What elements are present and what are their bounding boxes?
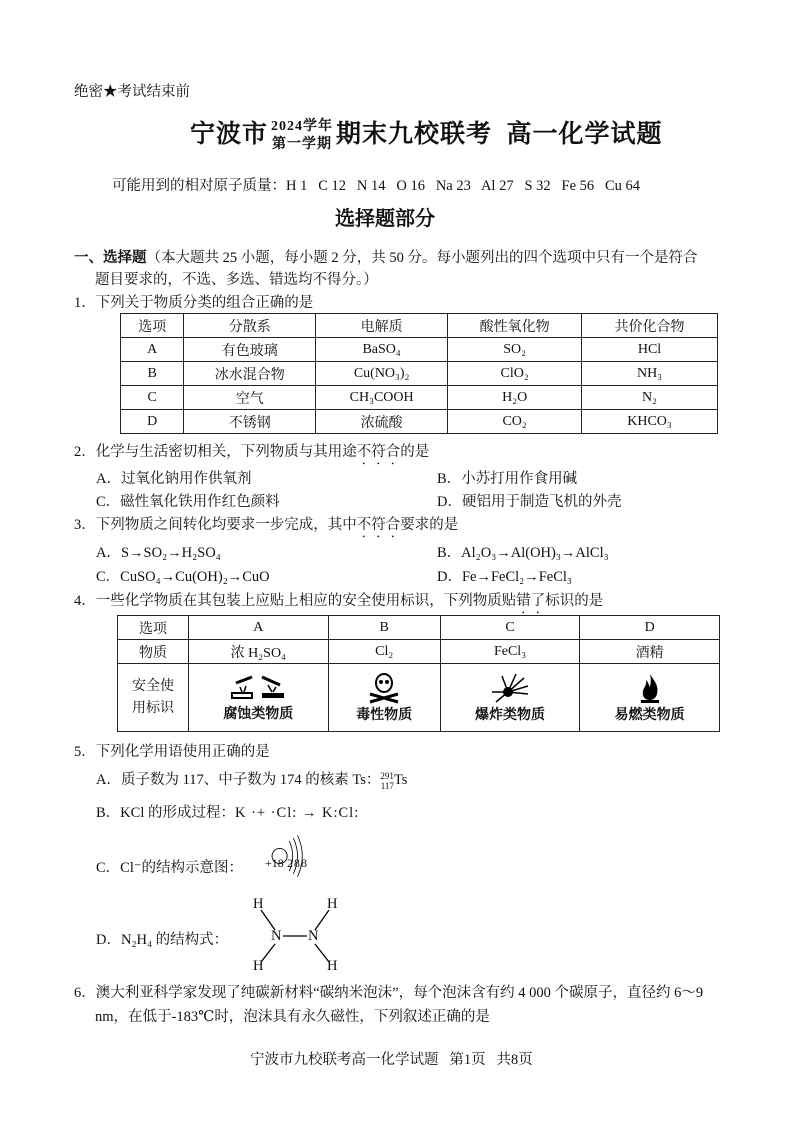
atomic-masses: 可能用到的相对原子质量：H 1 C 12 N 14 O 16 Na 23 Al 27 S 32 Fe 56 Cu 64 [112,178,641,194]
q5-option-c [96,856,243,877]
atom-n: N [308,928,319,944]
q2-stem-b: 的是 [400,444,430,460]
q4-row-option [118,616,720,640]
table-cell: 空气 [184,386,316,410]
table-cell: D [121,410,184,434]
cell: B [328,616,440,640]
q3-option-d: D．Fe→FeCl₂→FeCl₃ [437,569,572,585]
q2-stem [74,440,429,468]
title-term-stack [271,118,333,154]
nucleus-charge: +18 [265,856,284,870]
electron-shells: 2 8 8 [287,856,306,870]
title-exam: 期末九校联考 高一化学试题 [336,121,663,148]
confidential-label: 绝密★考试结束前 [74,84,190,100]
flammable-icon [580,672,719,704]
cell: Cl₂ [328,640,440,664]
table-row [121,410,718,434]
table-cell: 有色玻璃 [184,338,316,362]
sign-label: 爆炸类物质 [475,707,546,723]
table-row [121,362,718,386]
atomic-number: 117 [380,780,394,791]
cell: C [440,616,580,640]
part1-heading [74,246,698,267]
q5-option-a [96,768,407,791]
sign-cell-a [189,664,329,732]
toxic-skull-icon [329,672,440,704]
q3-option-c: C．CuSO₄→Cu(OH)₂→CuO [96,569,270,585]
table-cell: CH₃COOH [316,386,448,410]
atom-h: H [327,896,338,912]
q2-option-a: A．过氧化钠用作供氧剂 [96,471,252,487]
q2-option-d: D．硬铝用于制造飞机的外壳 [437,494,622,510]
table-cell: 选项 [121,314,184,338]
table-cell: A [121,338,184,362]
q4-stem-emphasis: 错了 [516,593,546,609]
atom-h: H [253,958,264,974]
q4-row-signs [118,664,720,732]
sign-row-label-2: 用标识 [132,700,174,716]
sign-label: 毒性物质 [356,707,413,723]
sign-cell-c [440,664,580,732]
q6-line-1: 6．澳大利亚科学家发现了纯碳新材料“碳纳米泡沫”，每个泡沫含有约 4 000 个碳原子，直径约 6～9 [74,985,704,1001]
table-row [121,338,718,362]
sign-label: 易燃类物质 [614,707,685,723]
table-cell: HCl [582,338,718,362]
q5-option-c-text: C．Cl⁻的结构示意图： [96,860,244,876]
table-cell: B [121,362,184,386]
table-cell: Cu(NO₃)₂ [316,362,448,386]
kcl-formation-formula: K ·+ ·Cl: → K:Cl: [234,805,360,821]
table-cell: CO₂ [448,410,582,434]
q3-option-b: B．Al₂O₃→Al(OH)₃→AlCl₃ [437,545,609,561]
table-cell: C [121,386,184,410]
table-cell: ClO₂ [448,362,582,386]
section-title: 选择题部分 [335,208,435,230]
cell: 选项 [118,616,189,640]
q5-option-a-text: A．质子数为 117、中子数为 174 的核素 Ts： [96,772,381,788]
table-row [121,386,718,410]
title-city: 宁波市 [190,121,269,148]
q2-stem-emphasis: 不符合 [356,444,401,460]
explosive-icon [441,672,580,704]
atom-h: H [253,896,264,912]
table-cell: 酸性氧化物 [448,314,582,338]
q6-line-2: nm，在低于-183℃时，泡沫具有永久磁性，下列叙述正确的是 [95,1009,490,1025]
cell [118,664,189,732]
cell: 酒精 [580,640,720,664]
q3-stem [74,513,458,541]
cell: 浓 H₂SO₄ [189,640,329,664]
q2-stem-a: 2．化学与生活密切相关，下列物质与其用途 [74,444,357,460]
q3-stem-b: 要求的是 [400,517,459,533]
cell: A [189,616,329,640]
q5-option-d: D．N₂H₄ 的结构式： [96,932,229,948]
cl-ion-structure-diagram [262,844,322,888]
table-cell: 电解质 [316,314,448,338]
q3-stem-emphasis: 不符合 [356,517,401,533]
ts-nuclide-numbers [380,771,394,791]
sign-cell-d [580,664,720,732]
q5-stem: 5．下列化学用语使用正确的是 [74,744,270,760]
table-cell: 冰水混合物 [184,362,316,386]
cell: FeCl₃ [440,640,580,664]
table-cell: NH₃ [582,362,718,386]
sign-label: 腐蚀类物质 [223,706,294,722]
q5-option-b [96,801,359,822]
part1-label: 一、选择题 [74,250,147,266]
q4-row-substance [118,640,720,664]
q4-table [117,615,720,732]
table-cell: KHCO₃ [582,410,718,434]
sign-cell-b [328,664,440,732]
page-title [190,114,663,154]
part1-desc: （本大题共 25 小题，每小题 2 分，共 50 分。每小题列出的四个选项中只有一个是符合 [146,250,698,266]
table-header-row [121,314,718,338]
table-cell: 浓硫酸 [316,410,448,434]
element-symbol: Ts [393,772,408,788]
q3-option-a: A．S→SO₂→H₂SO₄ [96,545,221,561]
q2-option-c: C．磁性氧化铁用作红色颜料 [96,494,280,510]
table-cell: H₂O [448,386,582,410]
cell: D [580,616,720,640]
page-footer: 宁波市九校联考高一化学试题 第1页 共8页 [250,1052,533,1068]
title-term: 第一学期 [272,137,333,153]
q1-table [120,313,718,434]
table-cell: BaSO₄ [316,338,448,362]
q4-stem [74,589,603,617]
table-cell: SO₂ [448,338,582,362]
table-cell: N₂ [582,386,718,410]
table-cell: 不锈钢 [184,410,316,434]
atom-n: N [271,928,282,944]
title-year: 2024学年 [271,119,334,135]
q4-stem-a: 4．一些化学物质在其包装上应贴上相应的安全使用标识，下列物质贴 [74,593,517,609]
mass-number: 291 [380,770,394,781]
part1-desc-2: 题目要求的，不选、多选、错选均不得分。） [95,272,378,288]
sign-row-label-1: 安全使 [132,678,174,694]
atom-h: H [327,958,338,974]
q5-option-b-text: B．KCl 的形成过程： [96,805,235,821]
q3-stem-a: 3．下列物质之间转化均要求一步完成，其中 [74,517,357,533]
q4-stem-b: 标识的是 [545,593,604,609]
n2h4-structure [245,896,345,976]
table-cell: 分散系 [184,314,316,338]
cell: 物质 [118,640,189,664]
corrosive-icon [189,673,328,703]
table-cell: 共价化合物 [582,314,718,338]
q2-option-b: B．小苏打用作食用碱 [437,471,578,487]
q1-stem: 1．下列关于物质分类的组合正确的是 [74,295,314,311]
